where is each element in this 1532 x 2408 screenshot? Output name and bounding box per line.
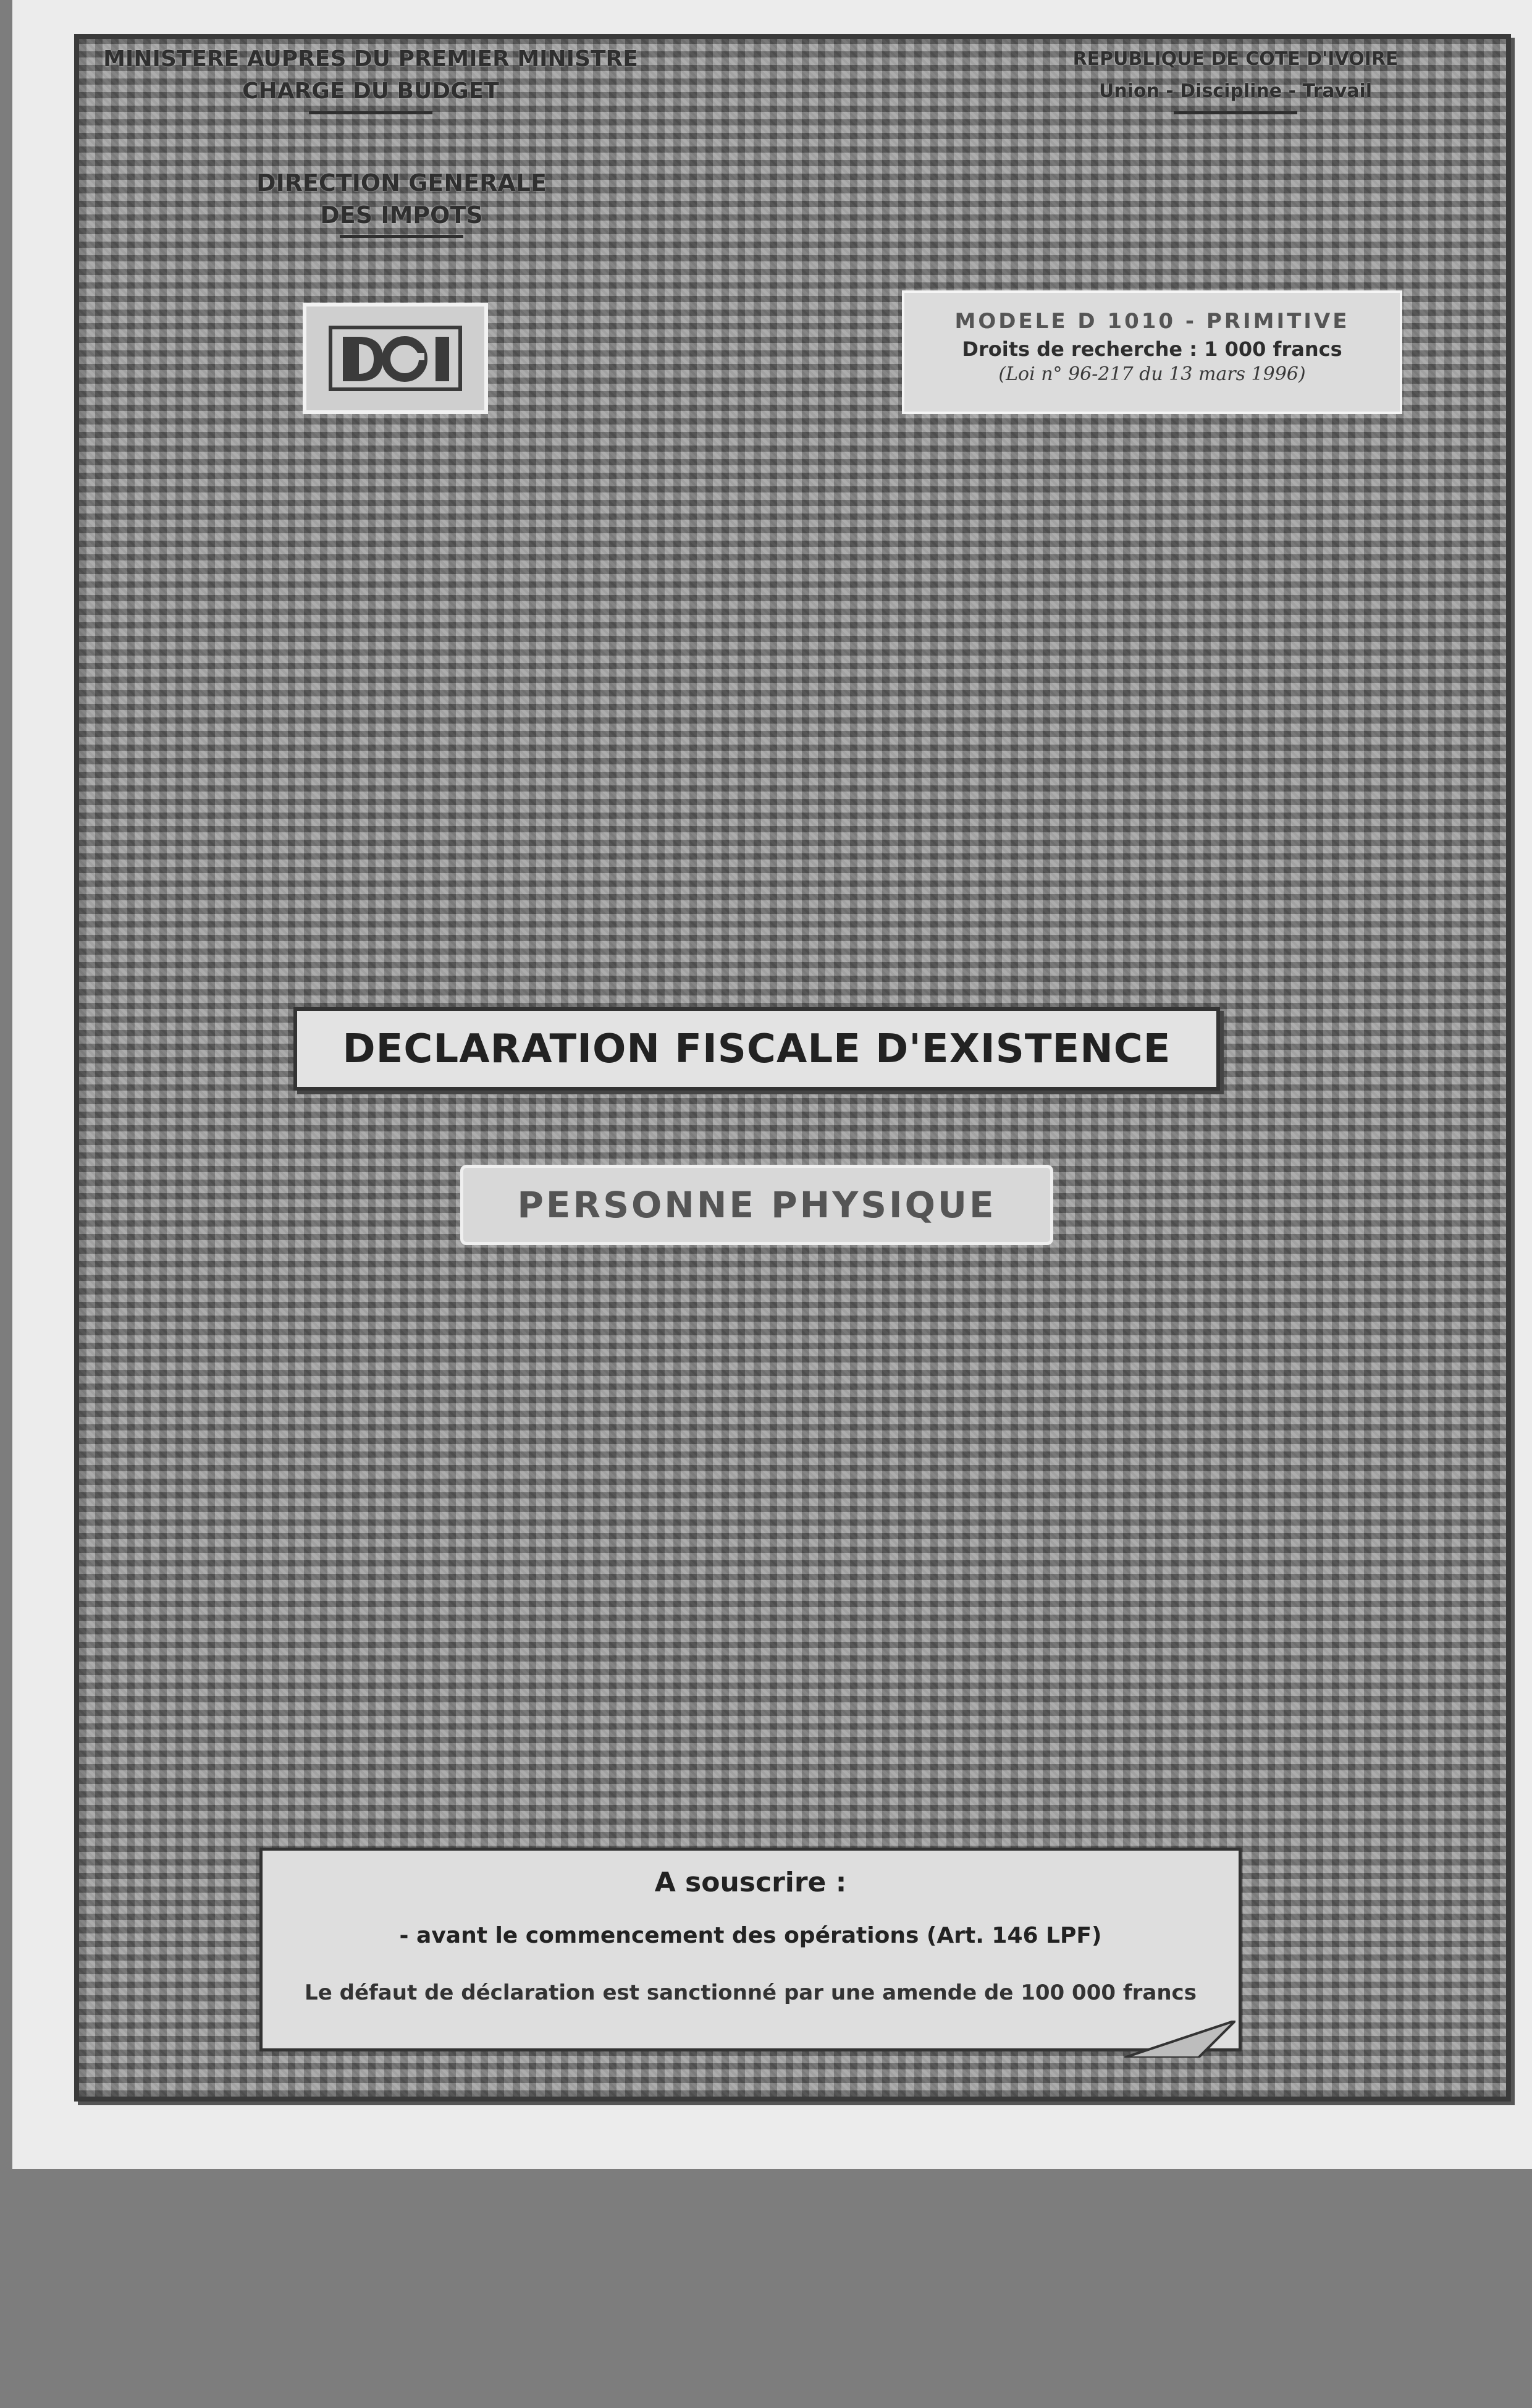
document-page (12, 0, 1532, 2169)
document-subtitle: PERSONNE PHYSIQUE (460, 1165, 1053, 1245)
ministry-line-1: MINISTERE AUPRES DU PREMIER MINISTRE (103, 46, 638, 72)
instructions-penalty: Le défaut de déclaration est sanctionné par une amende de 100 000 francs (305, 1980, 1197, 2005)
law-reference: (Loi n° 96-217 du 13 mars 1996) (998, 363, 1306, 385)
filing-instructions-box (259, 1848, 1242, 2051)
republic-line-1: REPUBLIQUE DE COTE D'IVOIRE (1072, 48, 1399, 70)
direction-header (198, 167, 605, 242)
model-code: MODELE D 1010 - PRIMITIVE (954, 309, 1350, 334)
republic-line-2: Union - Discipline - Travail (1098, 80, 1373, 102)
direction-line-1: DIRECTION GENERALE (256, 169, 547, 196)
folded-corner-icon (1124, 2021, 1235, 2058)
instructions-heading: A souscrire : (654, 1867, 847, 1898)
direction-line-2: DES IMPOTS (320, 201, 483, 229)
ministry-header (93, 43, 649, 118)
dgi-logo-icon (324, 318, 466, 399)
republic-header (1013, 43, 1458, 118)
model-reference-box (902, 290, 1402, 414)
research-fee: Droits de recherche : 1 000 francs (962, 337, 1342, 361)
instructions-deadline: - avant le commencement des opérations (Art. 146 LPF) (399, 1923, 1102, 1948)
direction-divider (340, 235, 463, 238)
republic-divider (1174, 111, 1297, 114)
document-title: DECLARATION FISCALE D'EXISTENCE (293, 1007, 1220, 1091)
header-divider (309, 111, 432, 114)
ministry-line-2: CHARGE DU BUDGET (242, 78, 499, 104)
dgi-logo (303, 303, 488, 414)
